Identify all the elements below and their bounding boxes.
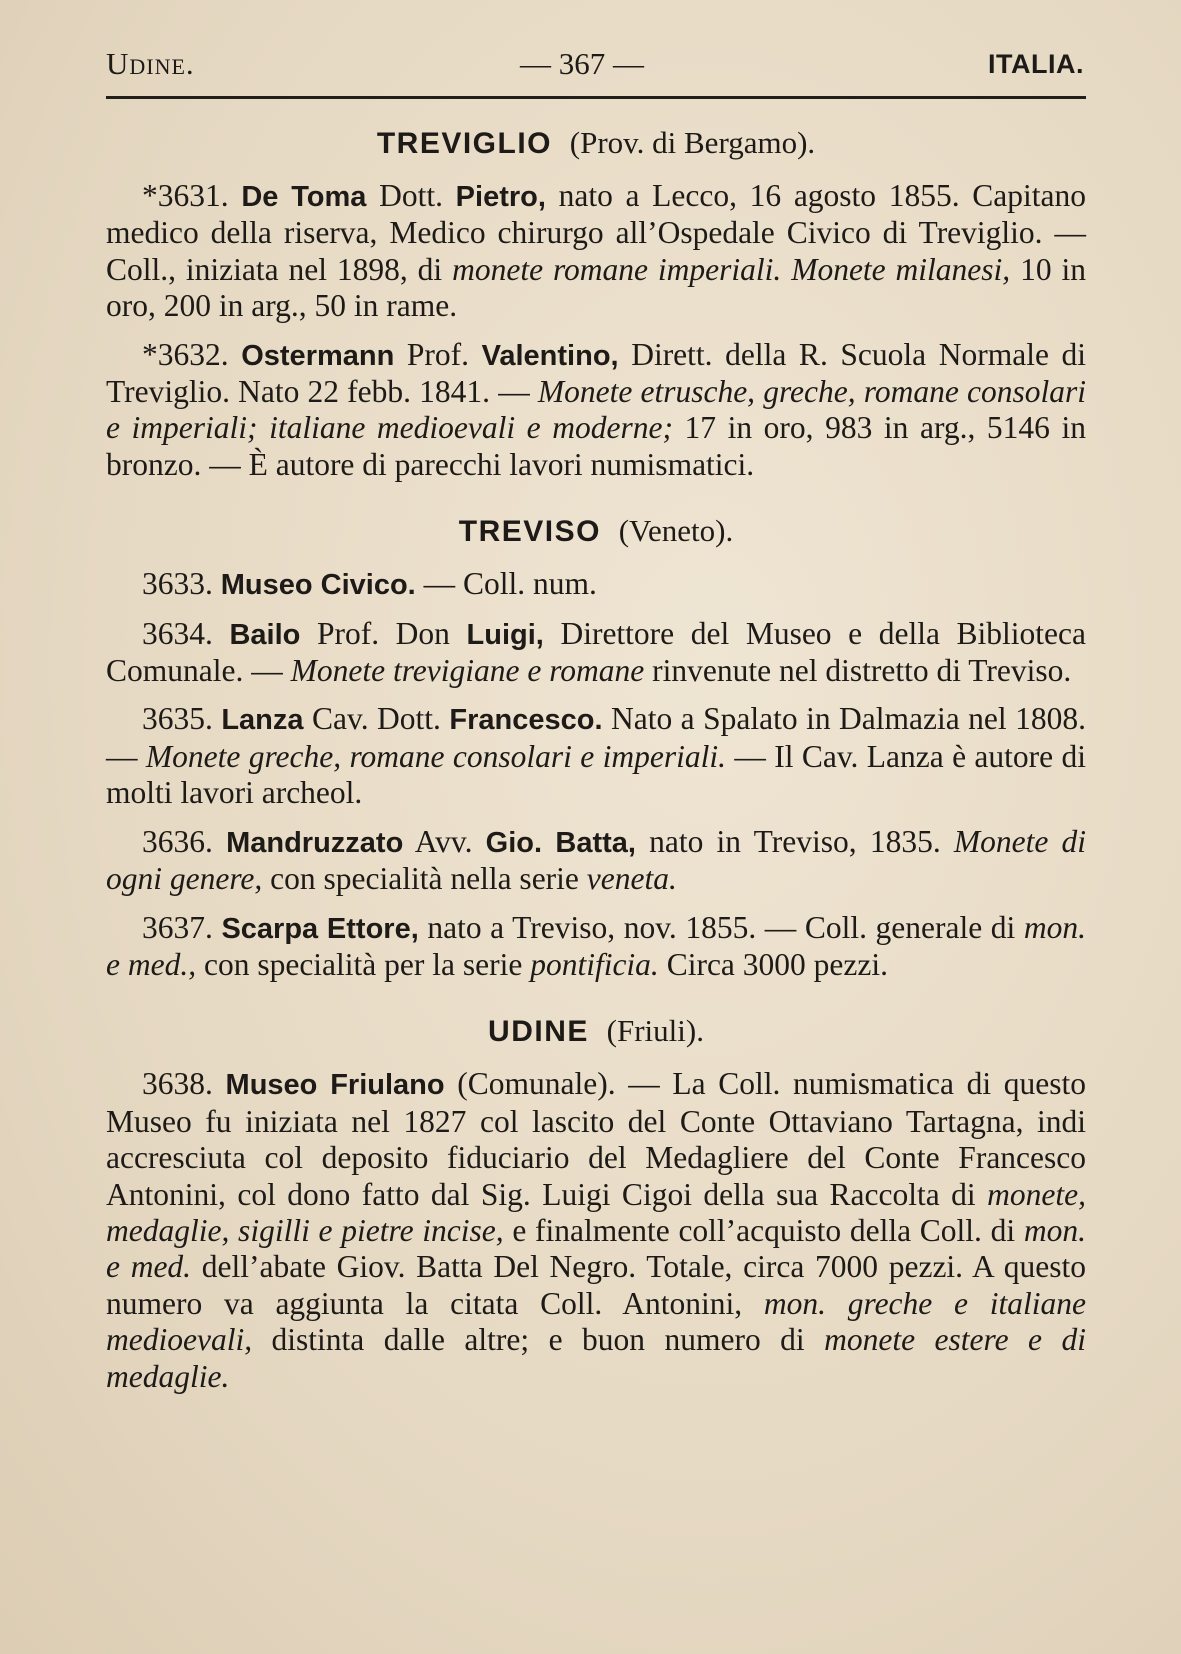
entry-text: 10 in oro, 200 in arg., 50 in rame. [106,251,1086,324]
entry-given-name: Gio. Batta, [485,826,636,859]
section-region: (Prov. di Bergamo). [569,125,816,160]
entry-italic: Monete etrusche, greche, romane consolari e imperiali; italiane medioevali e moderne; [106,374,1086,446]
running-head-right: ITALIA. [988,49,1084,79]
entry-text: Prof. [394,336,482,372]
section-heading-treviso [106,511,1086,552]
section-heading-treviglio [106,123,1086,164]
entry-given-name: Luigi, [466,618,544,651]
entry-italic: mon. greche e italiane medioevali, [106,1285,1086,1358]
entry-italic: monete estere e di medaglie. [106,1322,1086,1394]
section-place: TREVISO [458,515,601,549]
entry-text: Avv. [403,823,486,859]
entry-text: con specialità nella serie [262,861,587,897]
entry-text: Prof. Don [300,615,467,651]
entry-text: e finalmente coll’acquisto della Coll. di [503,1212,1024,1248]
entry-name: Museo Friulano [225,1069,445,1102]
entry-number: 3636. [142,823,213,859]
entry-text: rinvenute nel distretto di Treviso. [644,653,1072,689]
entry-text: — Il Cav. Lanza è autore di molti lavori archeol. [106,738,1087,811]
entry-text: Circa 3000 pezzi. [658,946,888,982]
entry-name: Bailo [229,618,301,651]
entry-name: Scarpa Ettore, [221,912,419,945]
entry-3631 [106,178,1086,325]
entry-text: nato a Lecco, 16 agosto 1855. Capitano medico della riserva, Medico chirurgo all’Ospedale Civico di Treviglio. — Coll., iniziata nel 1898, di [106,178,1087,287]
entry-given-name: Valentino, [481,339,619,372]
entry-text: 17 in oro, 983 in arg., 5146 in bronzo. — È autore di parecchi lavori numismatici. [106,410,1086,482]
entry-italic: pontificia. [530,946,659,982]
entry-italic: mon. e med. [106,1212,1086,1285]
entry-given-name: Pietro, [455,181,546,213]
entry-italic: Monete di ogni genere, [106,823,1087,897]
entry-text: (Comunale). — La Coll. numismatica di questo Museo fu iniziata nel 1827 col lascito del Conte Ottaviano Tartagna, indi accresciuta col deposito fiduciario del Medagliere del Conte Francesco Antonini, col dono fatto dal Sig. Luigi Cigoi della sua Raccolta di [106,1066,1086,1212]
entry-3633 [106,566,1086,603]
entry-number: *3631. [142,178,229,213]
entry-italic: monete romane imperiali. Monete milanesi, [452,251,1011,287]
entry-text: Direttore del Museo e della Biblioteca Comunale. — [106,615,1086,689]
entry-3635 [106,701,1086,811]
entry-3636 [106,824,1086,898]
entry-text: nato in Treviso, 1835. [635,823,954,859]
entry-italic: Monete greche, romane consolari e imperiali. [145,738,726,774]
page-number: — 367 — [520,46,644,81]
entry-3632 [106,337,1086,484]
book-page [106,38,1086,1407]
running-head [106,38,1086,90]
entry-name: Mandruzzato [226,826,404,859]
section-heading-udine [106,1011,1086,1052]
entry-text: nato a Treviso, nov. 1855. — Coll. generale di [418,909,1024,945]
entry-given-name: Francesco. [449,704,603,737]
entry-3638 [106,1066,1086,1395]
entry-text: Dirett. della R. Scuola Normale di Treviglio. Nato 22 febb. 1841. — [106,336,1087,410]
entry-text: con specialità per la serie [196,946,531,982]
entry-text: Dott. [366,178,456,213]
entry-number: 3637. [142,909,213,945]
entry-number: 3635. [142,701,213,737]
entry-3637 [106,910,1086,984]
header-rule [106,96,1086,99]
section-region: (Veneto). [618,513,734,549]
entry-text: — Coll. num. [415,566,597,602]
entry-name: Lanza [221,704,304,737]
section-place: TREVIGLIO [376,127,553,160]
entry-name: Ostermann [241,339,395,372]
entry-text: Cav. Dott. [303,701,450,737]
entry-3634 [106,616,1086,690]
section-place: UDINE [488,1015,589,1049]
entry-number: 3634. [142,615,213,651]
entry-italic: Monete trevigiane e romane [290,653,645,689]
entry-italic: veneta. [586,861,677,897]
entry-name: De Toma [241,181,367,213]
entry-text: Nato a Spalato in Dalmazia nel 1808. — [106,701,1086,774]
running-head-left: Udine. [106,46,195,81]
entry-name: Museo Civico. [220,569,416,602]
entry-number: 3633. [142,566,213,602]
section-region: (Friuli). [606,1013,704,1049]
entry-text: distinta dalle altre; e buon numero di [252,1322,825,1358]
entry-text: dell’abate Giov. Batta Del Negro. Totale, circa 7000 pezzi. A questo numero va aggiunta la citata Coll. Antonini, [106,1249,1086,1321]
entry-number: *3632. [142,336,229,372]
entry-italic: monete, medaglie, sigilli e pietre incise, [106,1176,1086,1248]
entry-italic: mon. e med., [106,909,1086,982]
entry-number: 3638. [142,1066,213,1102]
